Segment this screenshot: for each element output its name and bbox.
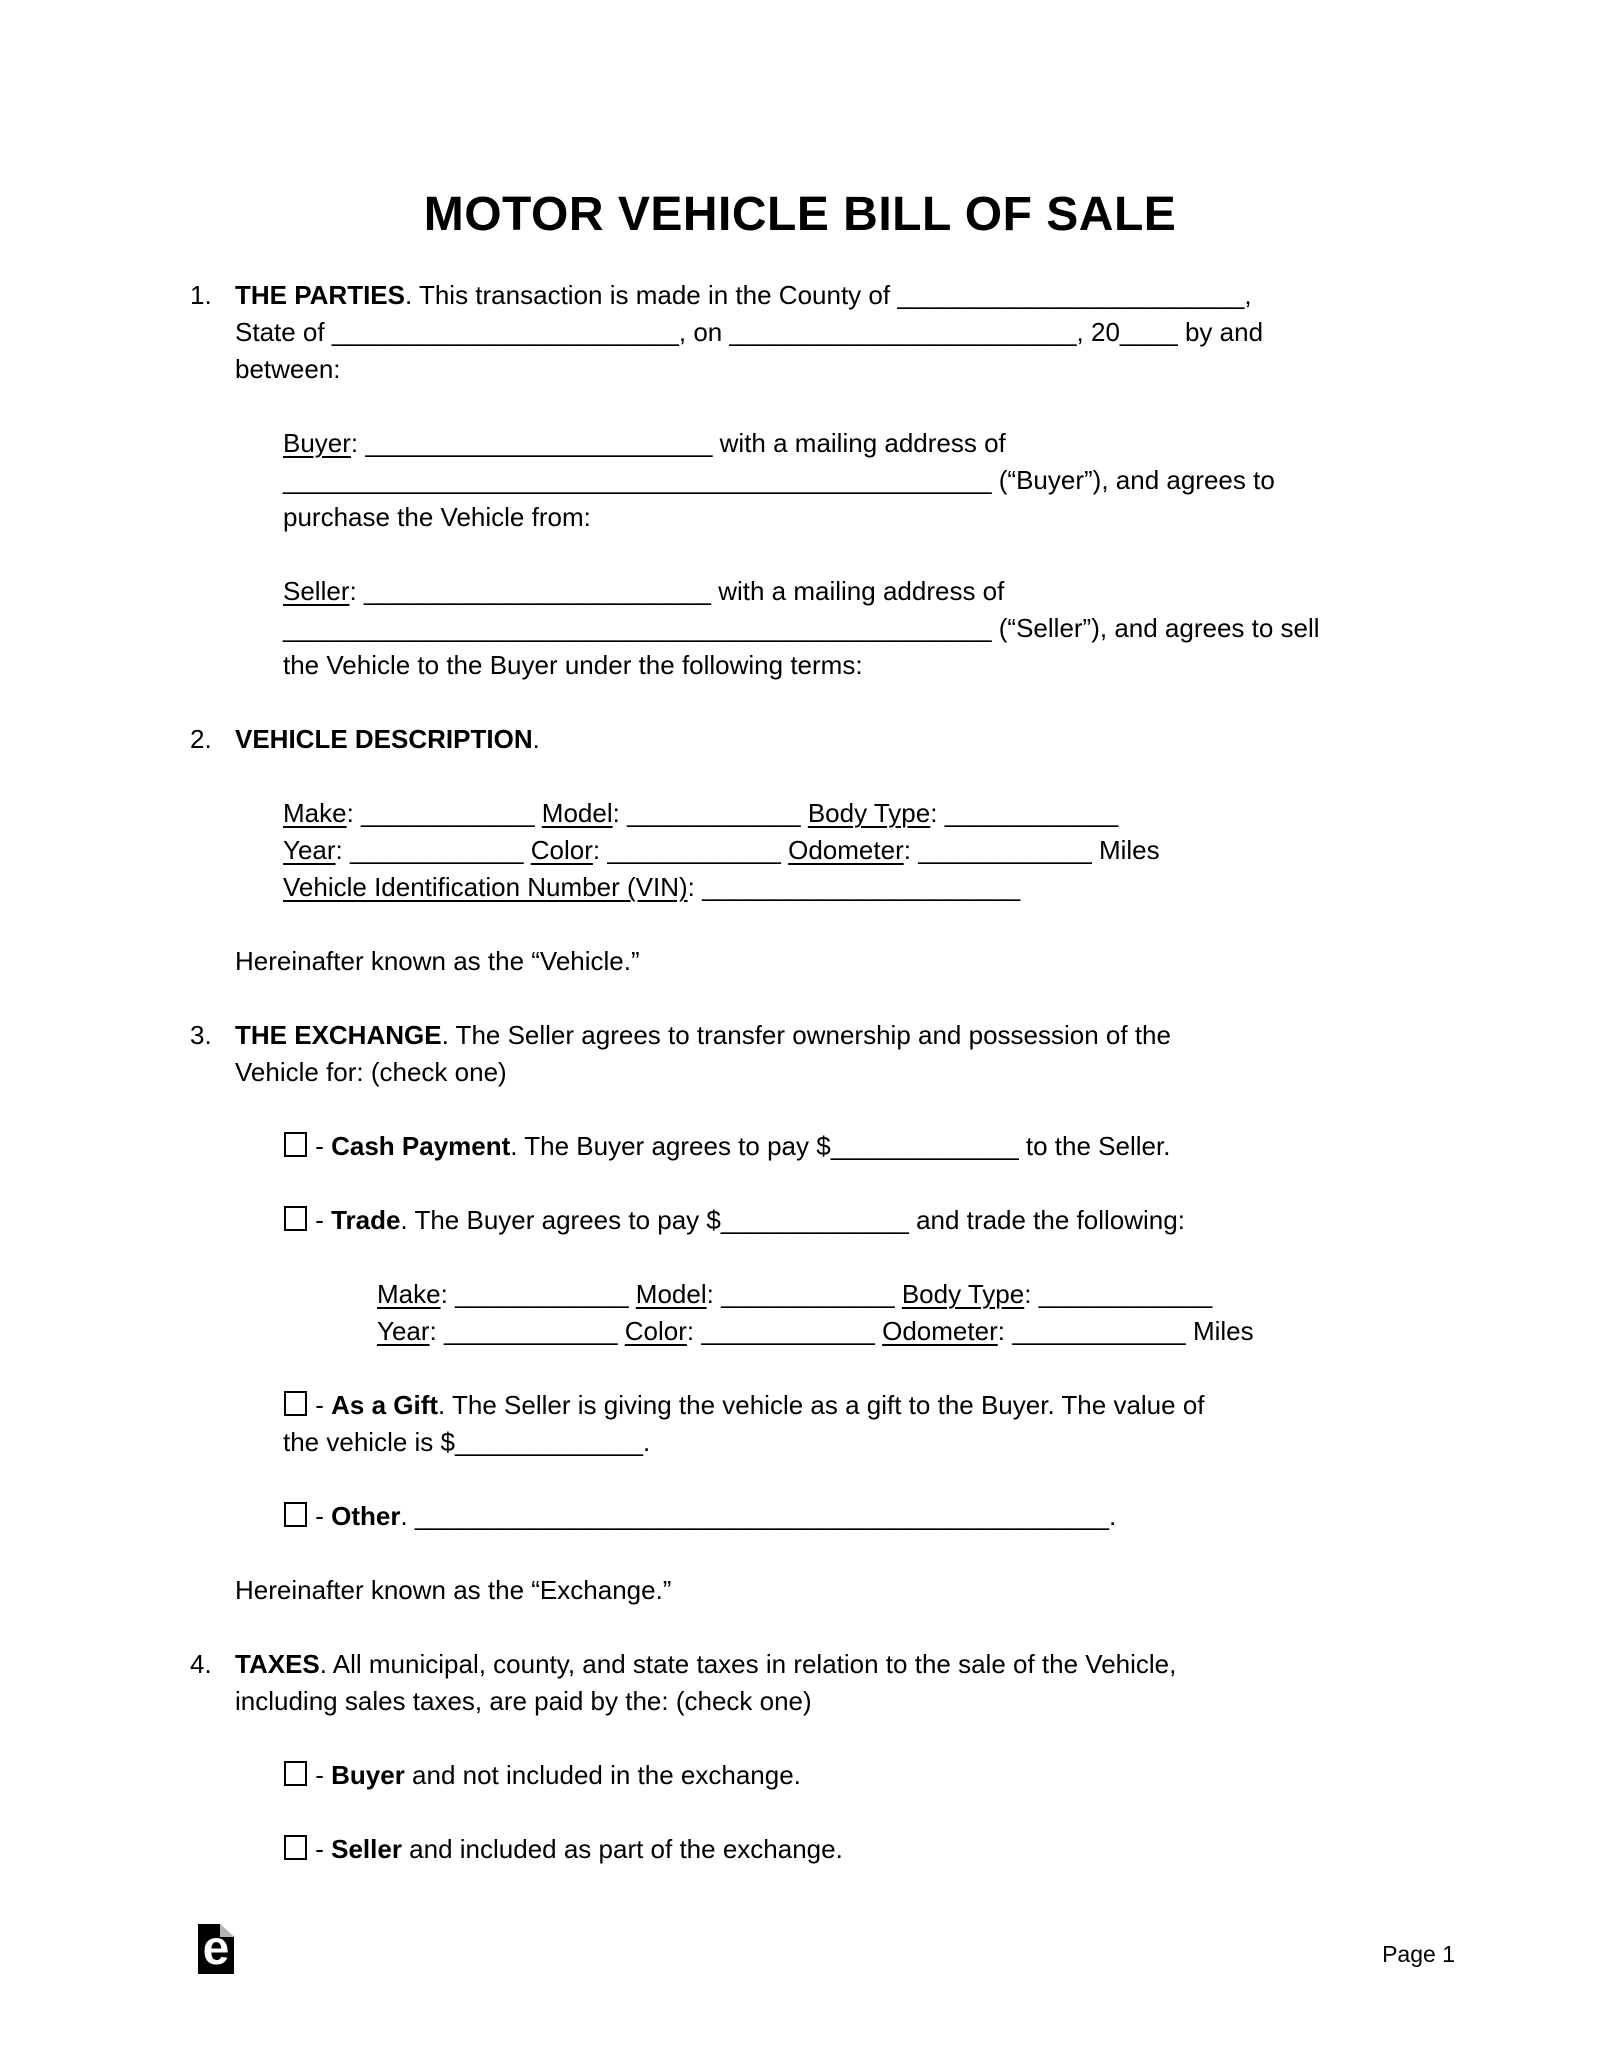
blank-gift-value: _____________ [454,1427,643,1457]
text: : [349,576,364,606]
text: between: [235,354,341,384]
text [629,1279,636,1309]
blank-seller-address: _________________________________________________ [283,613,992,643]
blank-year-2digit: ____ [1119,317,1178,347]
text: - [308,1131,332,1161]
bold-text: Trade [331,1205,401,1235]
bold-text: Buyer [331,1760,405,1790]
field-label: Body Type [807,798,931,828]
text-line [283,1128,1455,1165]
field-label: Color [624,1316,687,1346]
text: , [1244,280,1252,310]
field-label: Color [530,835,593,865]
field-label: Year [377,1316,430,1346]
bold-text: Seller [331,1834,402,1864]
bold-text: As a Gift [331,1390,439,1420]
blank-seller-name: ________________________ [363,576,711,606]
text: with a mailing address of [710,576,1005,606]
section-body [235,721,1455,980]
text: : [429,1316,444,1346]
text: . The Buyer agrees to pay $ [510,1131,831,1161]
blank-other-description: ________________________________________________ [414,1501,1109,1531]
logo-letter: e [202,1922,230,1975]
text: . All municipal, county, and state taxes in relation to the sale of the Vehicle, [319,1649,1177,1679]
text: . [532,724,540,754]
other-checkbox[interactable] [284,1502,307,1527]
text: : [592,835,608,865]
text: Hereinafter known as the “Vehicle.” [235,946,640,976]
blank-trade-make: ____________ [455,1279,629,1309]
blank-trade-odometer: ____________ [1012,1316,1186,1346]
field-label: Make [283,798,347,828]
cash-payment-checkbox[interactable] [284,1132,307,1157]
field-label: Odometer [882,1316,998,1346]
as-a-gift-checkbox[interactable] [284,1391,307,1416]
text: purchase the Vehicle from: [283,502,591,532]
taxes-seller-checkbox[interactable] [284,1835,307,1860]
bold-text: TAXES [235,1649,320,1679]
text-line [283,1387,1455,1424]
text-line [235,1683,1455,1720]
blank-vin: ______________________ [702,872,1021,902]
section-the-parties [190,277,1455,684]
text-line [283,1202,1455,1239]
text: - [308,1834,332,1864]
bold-text: THE EXCHANGE [235,1020,442,1050]
parties-intro [235,277,1455,388]
text: . The Seller is giving the vehicle as a gift to the Buyer. The value of [438,1390,1205,1420]
exchange-known-as [235,1572,1455,1609]
text: - [308,1205,332,1235]
blank-trade-amount: _____________ [720,1205,909,1235]
text-line [283,1424,1455,1461]
text: to the Seller. [1018,1131,1171,1161]
text: : [997,1316,1013,1346]
text: : [612,798,628,828]
text: : [686,1316,702,1346]
option-taxes-seller [283,1831,1455,1868]
blank-body-type: ____________ [944,798,1119,828]
section-number: 1. [190,280,212,310]
text-line [283,573,1455,610]
text [618,1316,625,1346]
text: . This transaction is made in the County of [404,280,898,310]
text: State of [235,317,332,347]
text: : [706,1279,722,1309]
text [524,835,531,865]
text: including sales taxes, are paid by the: (check one) [235,1686,812,1716]
page-number: Page 1 [1382,1941,1455,1967]
section-number: 3. [190,1020,212,1050]
blank-trade-model: ____________ [721,1279,895,1309]
trade-checkbox[interactable] [284,1206,307,1231]
text: : [440,1279,456,1309]
text: the vehicle is $ [283,1427,455,1457]
text-line [235,1646,1455,1683]
text-line [283,647,1455,684]
option-cash-payment [283,1128,1455,1165]
blank-buyer-name: ________________________ [365,428,713,458]
text-line [235,277,1455,314]
text-line [377,1276,1455,1313]
text: : [930,798,945,828]
field-label: Odometer [788,835,904,865]
text: : [350,428,366,458]
field-label: Seller [283,576,350,606]
text: the Vehicle to the Buyer under the following terms: [283,650,863,680]
text: and trade the following: [908,1205,1185,1235]
text: Miles [1185,1316,1254,1346]
text-line [283,499,1455,536]
field-label: Make [377,1279,441,1309]
bold-text: Cash Payment [331,1131,511,1161]
section-body [235,277,1455,684]
text [801,798,808,828]
blank-trade-year: ____________ [444,1316,618,1346]
text: and not included in the exchange. [404,1760,801,1790]
text-line [283,832,1455,869]
text: : [335,835,350,865]
text: - [308,1501,332,1531]
option-other [283,1498,1455,1535]
field-label: Model [635,1279,707,1309]
option-taxes-buyer [283,1757,1455,1794]
text: , on [678,317,730,347]
text-line [235,1572,1455,1609]
buyer-paragraph [283,425,1455,536]
text-line [283,462,1455,499]
text-line [283,1831,1455,1868]
option-gift [283,1387,1455,1461]
field-label: Year [283,835,336,865]
text-line [235,721,1455,758]
blank-cash-amount: _____________ [830,1131,1019,1161]
text: - [308,1390,332,1420]
text-line [283,1498,1455,1535]
trade-vehicle-details [377,1276,1455,1350]
blank-state: ________________________ [331,317,679,347]
text-line [283,1757,1455,1794]
text: . The Seller agrees to transfer ownership and possession of the [441,1020,1171,1050]
text: and included as part of the exchange. [401,1834,843,1864]
text-line [235,1054,1455,1091]
blank-odometer: ____________ [918,835,1092,865]
text: - [308,1760,332,1790]
text-line [377,1313,1455,1350]
text-line [283,425,1455,462]
document-title: MOTOR VEHICLE BILL OF SALE [423,188,1177,241]
section-the-exchange [190,1017,1455,1609]
text: by and [1177,317,1264,347]
text: Hereinafter known as the “Exchange.” [235,1575,672,1605]
blank-model: ____________ [627,798,801,828]
blank-year: ____________ [350,835,524,865]
text: . [400,1501,415,1531]
blank-date: ________________________ [729,317,1077,347]
text-line [235,1017,1455,1054]
text [535,798,542,828]
document-body [0,277,1600,1868]
blank-color: ____________ [607,835,781,865]
blank-buyer-address: _________________________________________________ [283,465,992,495]
text: , 20 [1076,317,1120,347]
text-line [235,351,1455,388]
field-label: Buyer [283,428,351,458]
text: (“Buyer”), and agrees to [991,465,1275,495]
text: with a mailing address of [712,428,1006,458]
field-label: Model [541,798,613,828]
vehicle-known-as [235,943,1455,980]
section-number: 2. [190,724,212,754]
text: : [903,835,919,865]
text: Miles [1091,835,1160,865]
bold-text: VEHICLE DESCRIPTION [235,724,533,754]
text: : [346,798,362,828]
section-number: 4. [190,1649,212,1679]
text-line [235,314,1455,351]
text-line [235,943,1455,980]
eforms-logo-icon [198,1924,234,1974]
text: . [642,1427,651,1457]
exchange-intro [235,1017,1455,1091]
text: : [687,872,703,902]
option-trade [283,1202,1455,1239]
text: . [1108,1501,1117,1531]
field-label: Body Type [901,1279,1025,1309]
text: Vehicle for: (check one) [235,1057,507,1087]
taxes-buyer-checkbox[interactable] [284,1761,307,1786]
bold-text: THE PARTIES [235,280,405,310]
text: : [1024,1279,1039,1309]
section-body [235,1017,1455,1609]
blank-make: ____________ [361,798,535,828]
field-label: Vehicle Identification Number (VIN) [283,872,688,902]
taxes-intro [235,1646,1455,1720]
vehicle-description-heading [235,721,1455,758]
vehicle-details [283,795,1455,906]
text [895,1279,902,1309]
blank-trade-color: ____________ [701,1316,875,1346]
blank-trade-body-type: ____________ [1038,1279,1213,1309]
blank-county: ________________________ [897,280,1245,310]
text: (“Seller”), and agrees to sell [991,613,1320,643]
text-line [283,610,1455,647]
section-vehicle-description [190,721,1455,980]
text-line [283,869,1455,906]
bold-text: Other [331,1501,401,1531]
seller-paragraph [283,573,1455,684]
text: . The Buyer agrees to pay $ [400,1205,721,1235]
section-body [235,1646,1455,1868]
text-line [283,795,1455,832]
section-taxes [190,1646,1455,1868]
